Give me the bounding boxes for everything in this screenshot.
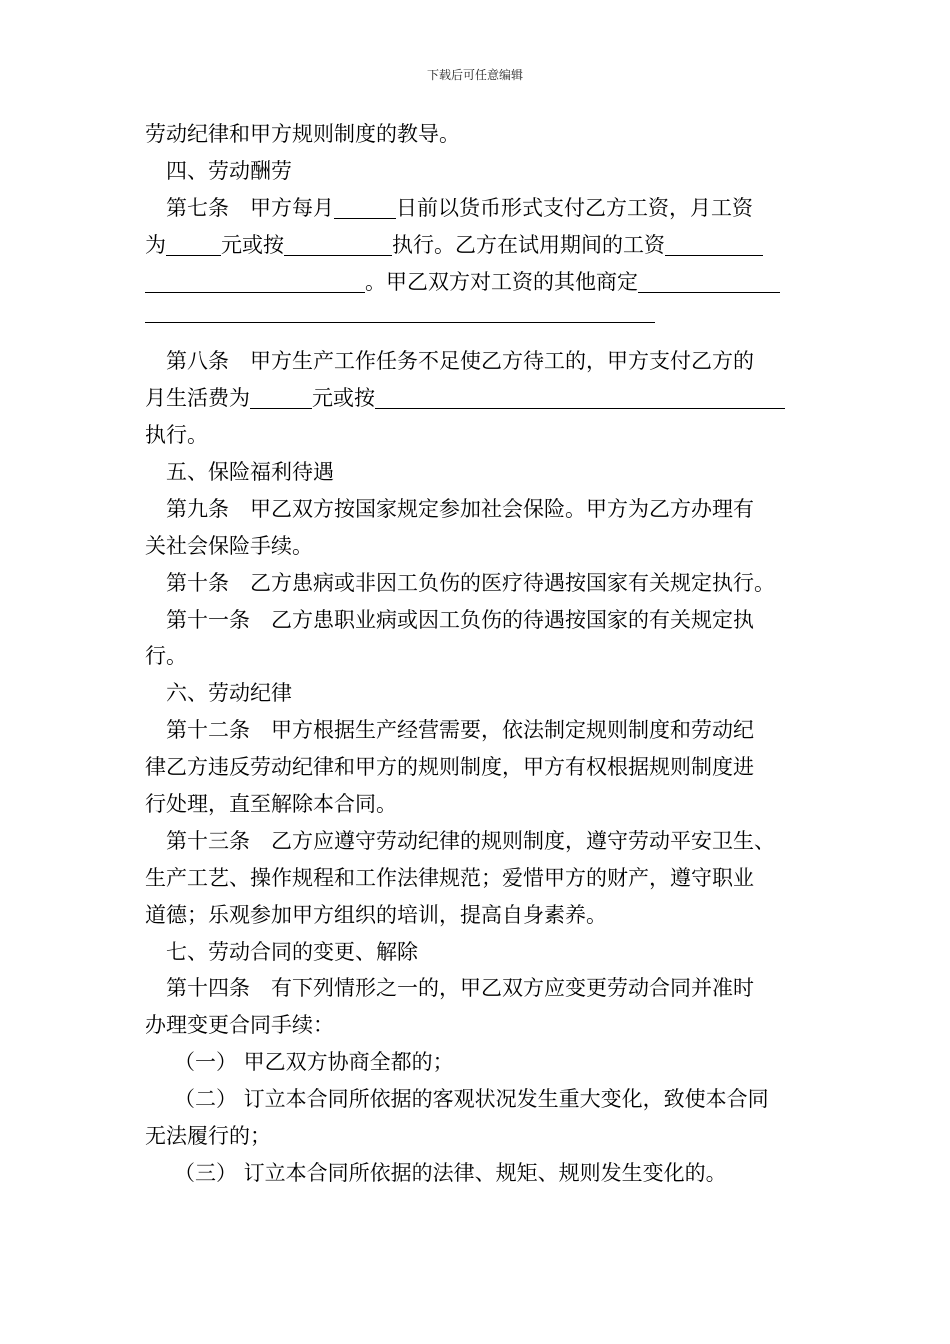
text-line: 无法履行的； [145,1124,271,1149]
clause-7-line-2 [145,227,807,264]
text-line: 劳动纪律和甲方规则制度的教导。 [145,122,460,146]
contract-body [145,116,807,1192]
blank-field-trial-wage-cont [145,269,365,293]
text-line: 道德；乐观参加甲方组织的培训，提高自身素养。 [145,902,607,927]
text-line: 第九条 甲乙双方按国家规定参加社会保险。甲方为乙方办理有 [166,496,754,521]
clause-8-line-2 [145,380,807,417]
text-line: 第十四条 有下列情形之一的，甲乙双方应变更劳动合同并准时 [166,976,754,1001]
section-heading: 七、劳动合同的变更、解除 [166,939,418,964]
text-line: 第八条 甲方生产工作任务不足使乙方待工的，甲方支付乙方的 [166,349,754,374]
clause-text: 月生活费为 [145,386,250,411]
clause-text: 元或按 [312,386,375,411]
list-item: （一） 甲乙双方协商全都的； [174,1050,454,1075]
text-line: 第十三条 乙方应遵守劳动纪律的规则制度，遵守劳动平安卫生、 [166,828,775,853]
text-line: 第十一条 乙方患职业病或因工负伤的待遇按国家的有关规定执 [166,607,754,632]
text-line: 行。 [145,644,187,669]
clause-text: 日前以货币形式支付乙方工资，月工资 [396,195,753,220]
clause-text: 为 [145,232,166,257]
text-line: 执行。 [145,423,208,448]
text-line: 第十二条 甲方根据生产经营需要，依法制定规则制度和劳动纪 [166,718,754,743]
page-header: 下载后可任意编辑 [426,68,523,82]
blank-field-living-allowance [250,385,312,409]
text-line: 行处理，直至解除本合同。 [145,792,397,817]
clause-text: 第七条 甲方每月 [166,195,334,220]
clause-text: 执行。乙方在试用期间的工资 [392,232,665,257]
clause-7-line-4 [145,300,807,337]
blank-field-standard [284,232,392,256]
list-item: （二） 订立本合同所依据的客观状况发生重大变化，致使本合同 [174,1087,769,1112]
section-heading: 五、保险福利待遇 [166,460,334,485]
clause-text: 元或按 [221,232,284,257]
clause-7-line-1 [145,190,807,227]
text-line: 关社会保险手续。 [145,533,313,558]
list-item: （三） 订立本合同所依据的法律、规矩、规则发生变化的。 [174,1160,727,1185]
text-line: 办理变更合同手续： [145,1013,334,1038]
text-line: 第十条 乙方患病或非因工负伤的医疗待遇按国家有关规定执行。 [166,570,775,595]
blank-field-trial-wage [665,232,763,256]
text-line: 律乙方违反劳动纪律和甲方的规则制度，甲方有权根据规则制度进 [145,755,754,780]
clause-7-line-3 [145,264,807,301]
section-heading: 四、劳动酬劳 [166,158,292,183]
blank-field-day [334,195,396,219]
section-heading: 六、劳动纪律 [166,681,292,706]
clause-text: 。甲乙双方对工资的其他商定 [365,269,638,294]
blank-field-other-terms-cont [145,300,655,323]
text-line: 生产工艺、操作规程和工作法律规范；爱惜甲方的财产，遵守职业 [145,865,754,890]
blank-field-other-terms [638,269,780,293]
blank-field-amount [166,232,221,256]
blank-field-allowance-standard [375,385,785,409]
